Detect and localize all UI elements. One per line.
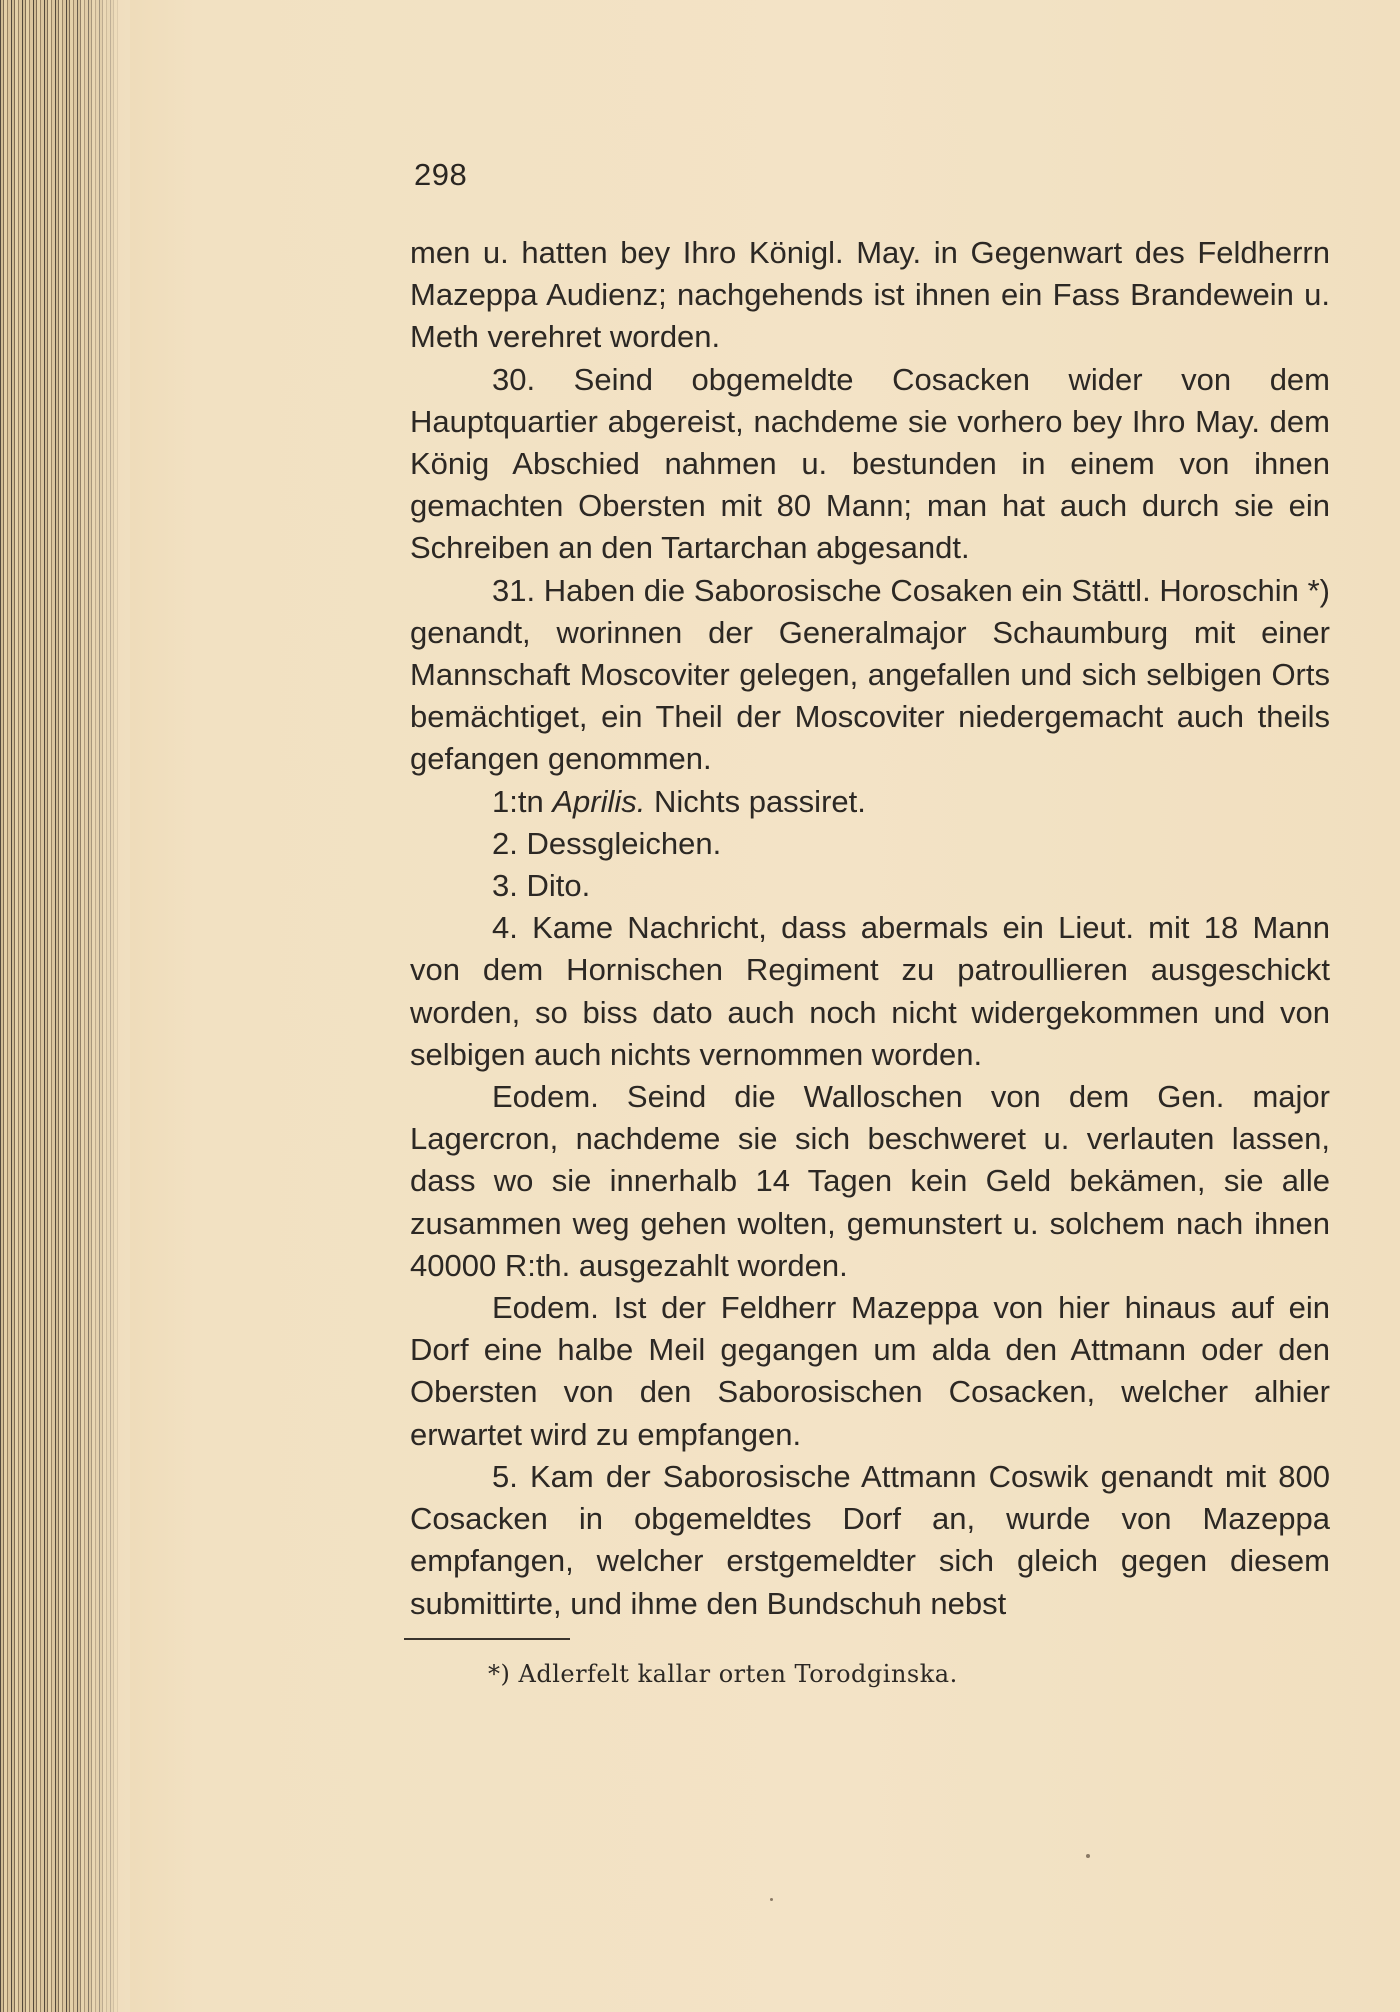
paper-speck	[1086, 1854, 1090, 1858]
footnote-rule	[404, 1638, 570, 1640]
page-edges-fade	[70, 0, 130, 2012]
paragraph: men u. hatten bey Ihro Königl. May. in Gegenwart des Feldherrn Mazeppa Audienz; nachgehends ist ihnen ein Fass Brandewein u. Meth verehret worden.	[410, 235, 1330, 355]
paragraph: Eodem. Ist der Feldherr Mazeppa von hier hinaus auf ein Dorf eine halbe Meil gegangen um alda den Attmann oder den Obersten von den Saborosischen Cosacken, welcher alhier erwartet wird zu empfangen.	[410, 1290, 1330, 1452]
body-text	[410, 232, 1330, 1625]
paragraph: Eodem. Seind die Walloschen von dem Gen. major Lagercron, nachdeme sie sich beschweret u. verlauten lassen, dass wo sie innerhalb 14 Tagen kein Geld bekämen, sie alle zusammen weg gehen wolten, gemunstert u. solchem nach ihnen 40000 R:th. ausgezahlt worden.	[410, 1079, 1330, 1283]
paper-speck	[770, 1898, 773, 1901]
paragraph: 2. Dessgleichen.	[492, 825, 722, 861]
paragraph: 30. Seind obgemeldte Cosacken wider von dem Hauptquartier abgereist, nachdeme sie vorhero bey Ihro May. dem König Abschied nahmen u. bestunden in einem von ihnen gemachten Obersten mit 80 Mann; man hat auch durch sie ein Schreiben an den Tartarchan abgesandt.	[410, 361, 1330, 566]
paragraph: 3. Dito.	[492, 868, 591, 904]
paragraph: 5. Kam der Saborosische Attmann Coswik genandt mit 800 Cosacken in obgemeldtes Dorf an, wurde von Mazeppa empfangen, welcher erstgemeldter sich gleich gegen diesem submittirte, und ihme den Bundschuh nebst	[410, 1458, 1330, 1621]
paragraph: 31. Haben die Saborosische Cosaken ein Stättl. Horoschin *) genandt, worinnen der Generalmajor Schaumburg mit einer Mannschaft Moscoviter gelegen, angefallen und sich selbigen Orts bemächtiget, ein Theil der Moscoviter niedergemacht auch theils gefangen genommen.	[410, 572, 1330, 777]
month-italic: Aprilis.	[552, 783, 646, 819]
footnote: *) Adlerfelt kallar orten Torodginska.	[488, 1660, 958, 1688]
date-lead: 1:tn	[492, 783, 553, 819]
page-number: 298	[414, 157, 468, 192]
paragraph: 4. Kame Nachricht, dass abermals ein Lieut. mit 18 Mann von dem Hornischen Regiment zu patroullieren ausgeschickt worden, so biss dato auch noch nicht widergekommen und von selbigen auch nichts vernommen worden.	[410, 910, 1330, 1072]
paragraph-dated	[410, 781, 1330, 823]
entry-text: Nichts passiret.	[645, 783, 866, 819]
